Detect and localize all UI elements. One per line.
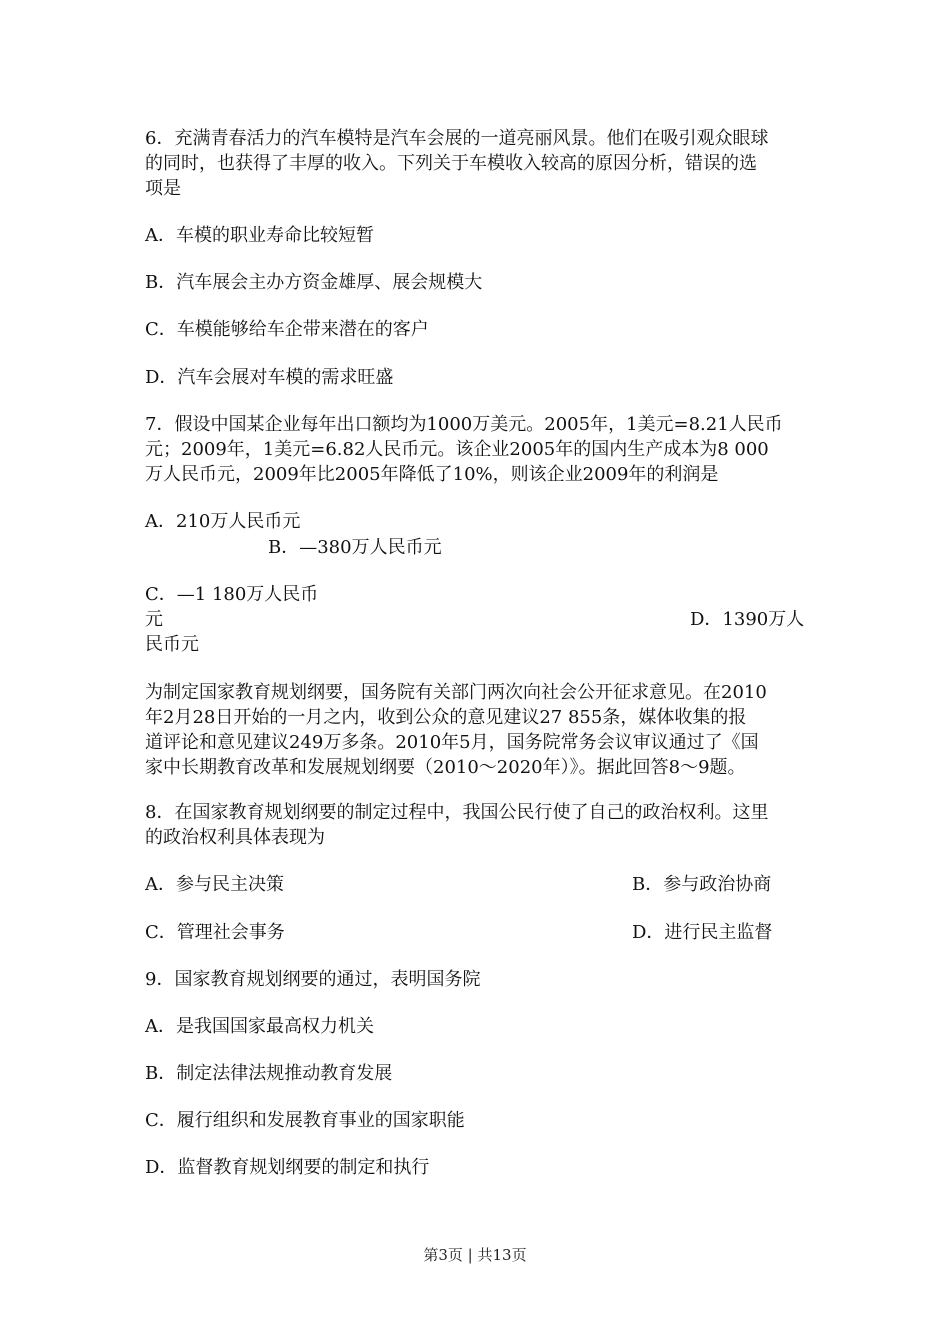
q7-option-c-line-2: 元 [145,609,163,630]
q8-option-c: C．管理社会事务 [145,922,285,943]
q6-stem-line-1: 6．充满青春活力的汽车模特是汽车会展的一道亮丽风景。他们在吸引观众眼球 [145,128,769,149]
q7-option-a: A．210万人民币元 [145,511,301,532]
q7-stem-line-3: 万人民币元，2009年比2005年降低了10%，则该企业2009年的利润是 [145,464,719,485]
q6-option-c: C．车模能够给车企带来潜在的客户 [145,319,429,340]
q7-stem-line-2: 元；2009年，1美元=6.82人民币元。该企业2005年的国内生产成本为8 000 [145,439,769,460]
q7-option-c-line-1: C．—1 180万人民币 [145,584,319,605]
q9-option-a: A．是我国国家最高权力机关 [145,1016,374,1037]
passage-line-4: 家中长期教育改革和发展规划纲要（2010～2020年）》。据此回答8～9题。 [145,757,746,778]
passage-line-3: 道评论和意见建议249万多条。2010年5月，国务院常务会议审议通过了《国 [145,732,759,753]
q7-option-b: B．—380万人民币元 [268,537,442,558]
passage-line-1: 为制定国家教育规划纲要，国务院有关部门两次向社会公开征求意见。在2010 [145,682,767,703]
q9-option-c: C．履行组织和发展教育事业的国家职能 [145,1110,465,1131]
q9-stem: 9．国家教育规划纲要的通过，表明国务院 [145,969,481,990]
q6-option-d: D．汽车会展对车模的需求旺盛 [145,367,394,388]
q6-option-b: B．汽车展会主办方资金雄厚、展会规模大 [145,272,483,293]
q8-option-d: D．进行民主监督 [632,922,773,943]
q7-option-d-line-2: 民币元 [145,634,199,655]
q8-stem-line-2: 的政治权利具体表现为 [145,827,325,848]
q6-stem-line-2: 的同时，也获得了丰厚的收入。下列关于车模收入较高的原因分析，错误的选 [145,153,757,174]
q9-option-d: D．监督教育规划纲要的制定和执行 [145,1157,430,1178]
q7-stem-line-1: 7．假设中国某企业每年出口额均为1000万美元。2005年，1美元=8.21人民币 [145,414,783,435]
page-footer: 第3页 | 共13页 [423,1246,527,1264]
q6-stem-line-3: 项是 [145,178,181,199]
q8-stem-line-1: 8．在国家教育规划纲要的制定过程中，我国公民行使了自己的政治权利。这里 [145,802,769,823]
q6-option-a: A．车模的职业寿命比较短暂 [145,225,374,246]
q7-option-d-line-1: D．1390万人 [690,609,805,630]
q8-option-b: B．参与政治协商 [632,874,772,895]
q9-option-b: B．制定法律法规推动教育发展 [145,1063,393,1084]
passage-line-2: 年2月28日开始的一月之内，收到公众的意见建议27 855条，媒体收集的报 [145,707,747,728]
q8-option-a: A．参与民主决策 [145,874,284,895]
